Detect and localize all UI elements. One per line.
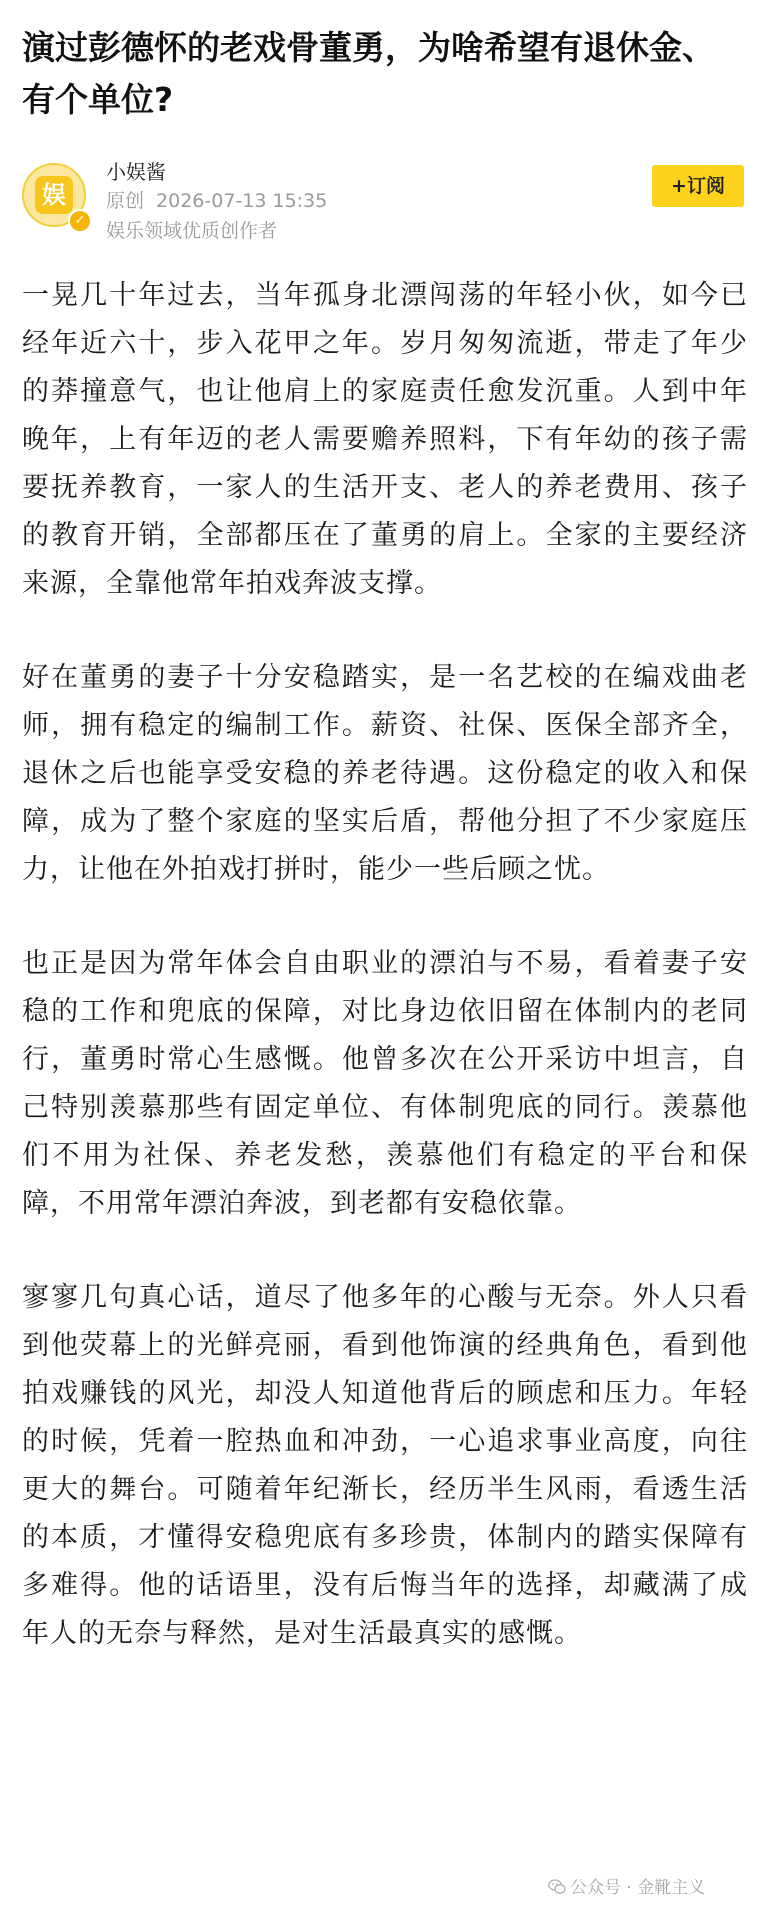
article-title: 演过彭德怀的老戏骨董勇，为啥希望有退休金、有个单位? [22, 28, 715, 119]
subscribe-button[interactable]: +订阅 [652, 165, 744, 207]
avatar-glyph: 娱 [35, 176, 73, 214]
author-role: 娱乐领域优质创作者 [106, 220, 278, 242]
article-paragraph: 好在董勇的妻子十分安稳踏实，是一名艺校的在编戏曲老师，拥有稳定的编制工作。薪资、社保、医保全部齐全，退休之后也能享受安稳的养老待遇。这份稳定的收入和保障，成为了整个家庭的坚实后盾，帮他分担了不少家庭压力，让他在外拍戏打拼时，能少一些后顾之忧。 [22, 662, 748, 885]
article-paragraph: 也正是因为常年体会自由职业的漂泊与不易，看着妻子安稳的工作和兜底的保障，对比身边依旧留在体制内的老同行，董勇时常心生感慨。他曾多次在公开采访中坦言，自己特别羡慕那些有固定单位、有体制兜底的同行。羡慕他们不用为社保、养老发愁，羡慕他们有稳定的平台和保障，不用常年漂泊奔波，到老都有安稳依靠。 [22, 948, 748, 1219]
article-body [22, 272, 748, 1704]
author-info [22, 155, 746, 245]
post-datetime: 2026-07-13 15:35 [156, 190, 328, 212]
verified-badge-icon: ✓ [68, 209, 92, 233]
wechat-icon [548, 1879, 566, 1895]
article-paragraph: 一晃几十年过去，当年孤身北漂闯荡的年轻小伙，如今已经年近六十，步入花甲之年。岁月匆匆流逝，带走了年少的莽撞意气，也让他肩上的家庭责任愈发沉重。人到中年晚年，上有年迈的老人需要赡养照料，下有年幼的孩子需要抚养教育，一家人的生活开支、老人的养老费用、孩子的教育开销，全部都压在了董勇的肩上。全家的主要经济来源，全靠他常年拍戏奔波支撑。 [22, 280, 748, 599]
post-meta [106, 189, 327, 213]
article-paragraph: 寥寥几句真心话，道尽了他多年的心酸与无奈。外人只看到他荧幕上的光鲜亮丽，看到他饰演的经典角色，看到他拍戏赚钱的风光，却没人知道他背后的顾虑和压力。年轻的时候，凭着一腔热血和冲劲，一心追求事业高度，向往更大的舞台。可随着年纪渐长，经历半生风雨，看透生活的本质，才懂得安稳兜底有多珍贵，体制内的踏实保障有多难得。他的话语里，没有后悔当年的选择，却藏满了成年人的无奈与释然，是对生活最真实的感慨。 [22, 1282, 748, 1649]
watermark-text: 公众号 · 金靴主义 [570, 1878, 706, 1898]
author-name[interactable]: 小娱酱 [106, 160, 166, 184]
author-avatar[interactable] [22, 163, 86, 227]
original-label: 原创 [106, 190, 145, 212]
watermark [548, 1876, 705, 1900]
